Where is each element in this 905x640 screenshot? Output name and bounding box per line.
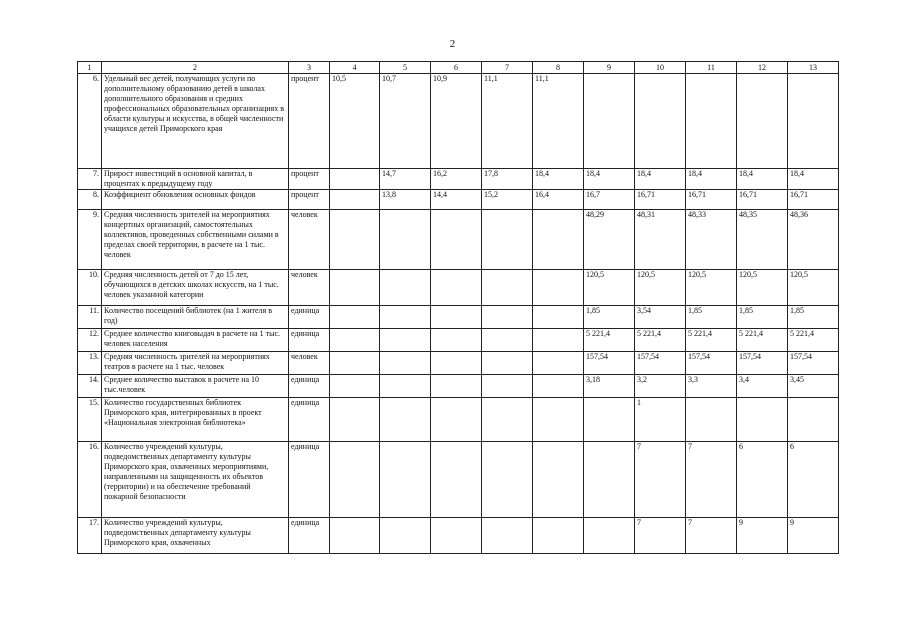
- row-number: 11.: [78, 306, 102, 329]
- value-cell: [380, 306, 431, 329]
- unit-cell: единица: [289, 306, 330, 329]
- indicator-name: Количество учреждений культуры, подведомственных департаменту культуры Приморского края, охваченных: [102, 518, 289, 554]
- value-cell: 11,1: [533, 74, 584, 169]
- value-cell: 3,2: [635, 375, 686, 398]
- indicator-name: Среднее количество выставок в расчете на 10 тыс.человек: [102, 375, 289, 398]
- value-cell: [380, 518, 431, 554]
- value-cell: 120,5: [788, 270, 839, 306]
- value-cell: [737, 398, 788, 442]
- unit-cell: процент: [289, 74, 330, 169]
- value-cell: [482, 398, 533, 442]
- value-cell: [431, 352, 482, 375]
- row-number: 10.: [78, 270, 102, 306]
- value-cell: [788, 398, 839, 442]
- unit-cell: единица: [289, 518, 330, 554]
- value-cell: 18,4: [533, 169, 584, 190]
- value-cell: 17,8: [482, 169, 533, 190]
- value-cell: 1,85: [686, 306, 737, 329]
- value-cell: [533, 398, 584, 442]
- value-cell: 13,8: [380, 190, 431, 210]
- value-cell: [431, 329, 482, 352]
- header-cell: 8: [533, 62, 584, 74]
- value-cell: 157,54: [737, 352, 788, 375]
- row-number: 13.: [78, 352, 102, 375]
- value-cell: [584, 518, 635, 554]
- value-cell: [431, 270, 482, 306]
- indicator-name: Коэффициент обновления основных фондов: [102, 190, 289, 210]
- value-cell: 6: [788, 442, 839, 518]
- value-cell: [533, 442, 584, 518]
- value-cell: [584, 398, 635, 442]
- value-cell: [380, 375, 431, 398]
- header-cell: 2: [102, 62, 289, 74]
- value-cell: [431, 442, 482, 518]
- value-cell: [482, 306, 533, 329]
- table-row: [78, 329, 839, 352]
- table-row: [78, 210, 839, 270]
- value-cell: 5 221,4: [737, 329, 788, 352]
- header-cell: 11: [686, 62, 737, 74]
- header-cell: 5: [380, 62, 431, 74]
- value-cell: 3,18: [584, 375, 635, 398]
- value-cell: [380, 329, 431, 352]
- value-cell: 11,1: [482, 74, 533, 169]
- header-cell: 13: [788, 62, 839, 74]
- header-cell: 1: [78, 62, 102, 74]
- unit-cell: человек: [289, 270, 330, 306]
- value-cell: 157,54: [635, 352, 686, 375]
- value-cell: [686, 398, 737, 442]
- value-cell: [431, 375, 482, 398]
- indicator-name: Удельный вес детей, получающих услуги по дополнительному образованию детей в школах дополнительного образования и средних профессиональных образовательных организациях в области культуры и искусства, в общей численности учащихся детей Приморского края: [102, 74, 289, 169]
- value-cell: [431, 306, 482, 329]
- unit-cell: единица: [289, 375, 330, 398]
- value-cell: 157,54: [584, 352, 635, 375]
- value-cell: 1,85: [584, 306, 635, 329]
- header-cell: 7: [482, 62, 533, 74]
- indicators-table: [77, 61, 839, 554]
- value-cell: [330, 442, 380, 518]
- header-cell: 10: [635, 62, 686, 74]
- value-cell: [380, 270, 431, 306]
- value-cell: [482, 352, 533, 375]
- value-cell: [686, 74, 737, 169]
- value-cell: [533, 352, 584, 375]
- value-cell: 1,85: [788, 306, 839, 329]
- value-cell: [635, 74, 686, 169]
- value-cell: [330, 398, 380, 442]
- value-cell: 15,2: [482, 190, 533, 210]
- indicator-name: Количество посещений библиотек (на 1 жителя в год): [102, 306, 289, 329]
- value-cell: 1: [635, 398, 686, 442]
- value-cell: 16,71: [635, 190, 686, 210]
- table-row: [78, 306, 839, 329]
- header-cell: 4: [330, 62, 380, 74]
- value-cell: [482, 518, 533, 554]
- value-cell: 48,35: [737, 210, 788, 270]
- indicator-name: Средняя численность зрителей на мероприятиях театров в расчете на 1 тыс. человек: [102, 352, 289, 375]
- value-cell: 120,5: [635, 270, 686, 306]
- header-cell: 9: [584, 62, 635, 74]
- indicator-name: Средняя численность зрителей на мероприятиях концертных организаций, самостоятельных коллективов, проведенных собственными силами в пределах своей территории, в расчете на 1 тыс. человек: [102, 210, 289, 270]
- value-cell: 7: [635, 518, 686, 554]
- value-cell: 14,7: [380, 169, 431, 190]
- value-cell: [737, 74, 788, 169]
- value-cell: [482, 375, 533, 398]
- table-row: [78, 375, 839, 398]
- value-cell: [380, 442, 431, 518]
- value-cell: 18,4: [788, 169, 839, 190]
- value-cell: [380, 210, 431, 270]
- value-cell: [788, 74, 839, 169]
- value-cell: [431, 398, 482, 442]
- value-cell: 48,36: [788, 210, 839, 270]
- value-cell: [533, 306, 584, 329]
- indicator-name: Количество государственных библиотек Приморского края, интегрированных в проект «Национальная электронная библиотека»: [102, 398, 289, 442]
- value-cell: 48,31: [635, 210, 686, 270]
- value-cell: 1,85: [737, 306, 788, 329]
- row-number: 9.: [78, 210, 102, 270]
- table-row: [78, 169, 839, 190]
- row-number: 16.: [78, 442, 102, 518]
- value-cell: 16,71: [737, 190, 788, 210]
- value-cell: 48,33: [686, 210, 737, 270]
- value-cell: [533, 375, 584, 398]
- value-cell: 16,4: [533, 190, 584, 210]
- value-cell: [431, 210, 482, 270]
- value-cell: 120,5: [584, 270, 635, 306]
- value-cell: 157,54: [686, 352, 737, 375]
- value-cell: 6: [737, 442, 788, 518]
- value-cell: 10,7: [380, 74, 431, 169]
- value-cell: [584, 74, 635, 169]
- row-number: 15.: [78, 398, 102, 442]
- value-cell: 120,5: [686, 270, 737, 306]
- row-number: 14.: [78, 375, 102, 398]
- value-cell: [533, 210, 584, 270]
- value-cell: [330, 169, 380, 190]
- value-cell: [330, 375, 380, 398]
- value-cell: 48,29: [584, 210, 635, 270]
- value-cell: [330, 306, 380, 329]
- value-cell: [330, 352, 380, 375]
- row-number: 12.: [78, 329, 102, 352]
- value-cell: 5 221,4: [584, 329, 635, 352]
- value-cell: [482, 210, 533, 270]
- value-cell: [533, 518, 584, 554]
- value-cell: 3,45: [788, 375, 839, 398]
- value-cell: 3,4: [737, 375, 788, 398]
- value-cell: 18,4: [584, 169, 635, 190]
- value-cell: 16,2: [431, 169, 482, 190]
- value-cell: 10,5: [330, 74, 380, 169]
- value-cell: [533, 329, 584, 352]
- table-row: [78, 518, 839, 554]
- table-row: [78, 398, 839, 442]
- value-cell: [330, 270, 380, 306]
- value-cell: [482, 442, 533, 518]
- row-number: 8.: [78, 190, 102, 210]
- indicator-name: Средняя численность детей от 7 до 15 лет, обучающихся в детских школах искусств, на 1 тыс. человек указанной категории: [102, 270, 289, 306]
- header-cell: 3: [289, 62, 330, 74]
- value-cell: 5 221,4: [788, 329, 839, 352]
- unit-cell: процент: [289, 169, 330, 190]
- unit-cell: процент: [289, 190, 330, 210]
- value-cell: [431, 518, 482, 554]
- value-cell: 3,3: [686, 375, 737, 398]
- value-cell: 18,4: [635, 169, 686, 190]
- value-cell: 7: [686, 442, 737, 518]
- value-cell: [482, 270, 533, 306]
- value-cell: 18,4: [737, 169, 788, 190]
- value-cell: 7: [686, 518, 737, 554]
- value-cell: 14,4: [431, 190, 482, 210]
- header-cell: 6: [431, 62, 482, 74]
- indicator-name: Среднее количество книговыдач в расчете на 1 тыс. человек населения: [102, 329, 289, 352]
- value-cell: [380, 352, 431, 375]
- header-cell: 12: [737, 62, 788, 74]
- value-cell: [330, 329, 380, 352]
- value-cell: 18,4: [686, 169, 737, 190]
- value-cell: 16,71: [686, 190, 737, 210]
- value-cell: 9: [788, 518, 839, 554]
- table-row: [78, 352, 839, 375]
- value-cell: [584, 442, 635, 518]
- unit-cell: единица: [289, 329, 330, 352]
- unit-cell: человек: [289, 352, 330, 375]
- value-cell: 5 221,4: [686, 329, 737, 352]
- value-cell: 16,7: [584, 190, 635, 210]
- row-number: 17.: [78, 518, 102, 554]
- row-number: 7.: [78, 169, 102, 190]
- value-cell: 9: [737, 518, 788, 554]
- unit-cell: человек: [289, 210, 330, 270]
- table-row: [78, 270, 839, 306]
- value-cell: [482, 329, 533, 352]
- value-cell: 16,71: [788, 190, 839, 210]
- indicator-name: Количество учреждений культуры, подведомственных департаменту культуры Приморского края, охваченных мероприятиями, направленными на защищенность их объектов (территории) и на обеспечение требований пожарной безопасности: [102, 442, 289, 518]
- header-row: [78, 62, 839, 74]
- value-cell: 157,54: [788, 352, 839, 375]
- unit-cell: единица: [289, 398, 330, 442]
- value-cell: [330, 190, 380, 210]
- indicator-name: Прирост инвестиций в основной капитал, в процентах к предыдущему году: [102, 169, 289, 190]
- value-cell: [533, 270, 584, 306]
- unit-cell: единица: [289, 442, 330, 518]
- table-row: [78, 190, 839, 210]
- value-cell: 120,5: [737, 270, 788, 306]
- value-cell: 3,54: [635, 306, 686, 329]
- value-cell: [380, 398, 431, 442]
- value-cell: 7: [635, 442, 686, 518]
- table-row: [78, 442, 839, 518]
- value-cell: 10,9: [431, 74, 482, 169]
- table-row: [78, 74, 839, 169]
- page-number: 2: [449, 38, 456, 50]
- value-cell: 5 221,4: [635, 329, 686, 352]
- row-number: 6.: [78, 74, 102, 169]
- value-cell: [330, 518, 380, 554]
- value-cell: [330, 210, 380, 270]
